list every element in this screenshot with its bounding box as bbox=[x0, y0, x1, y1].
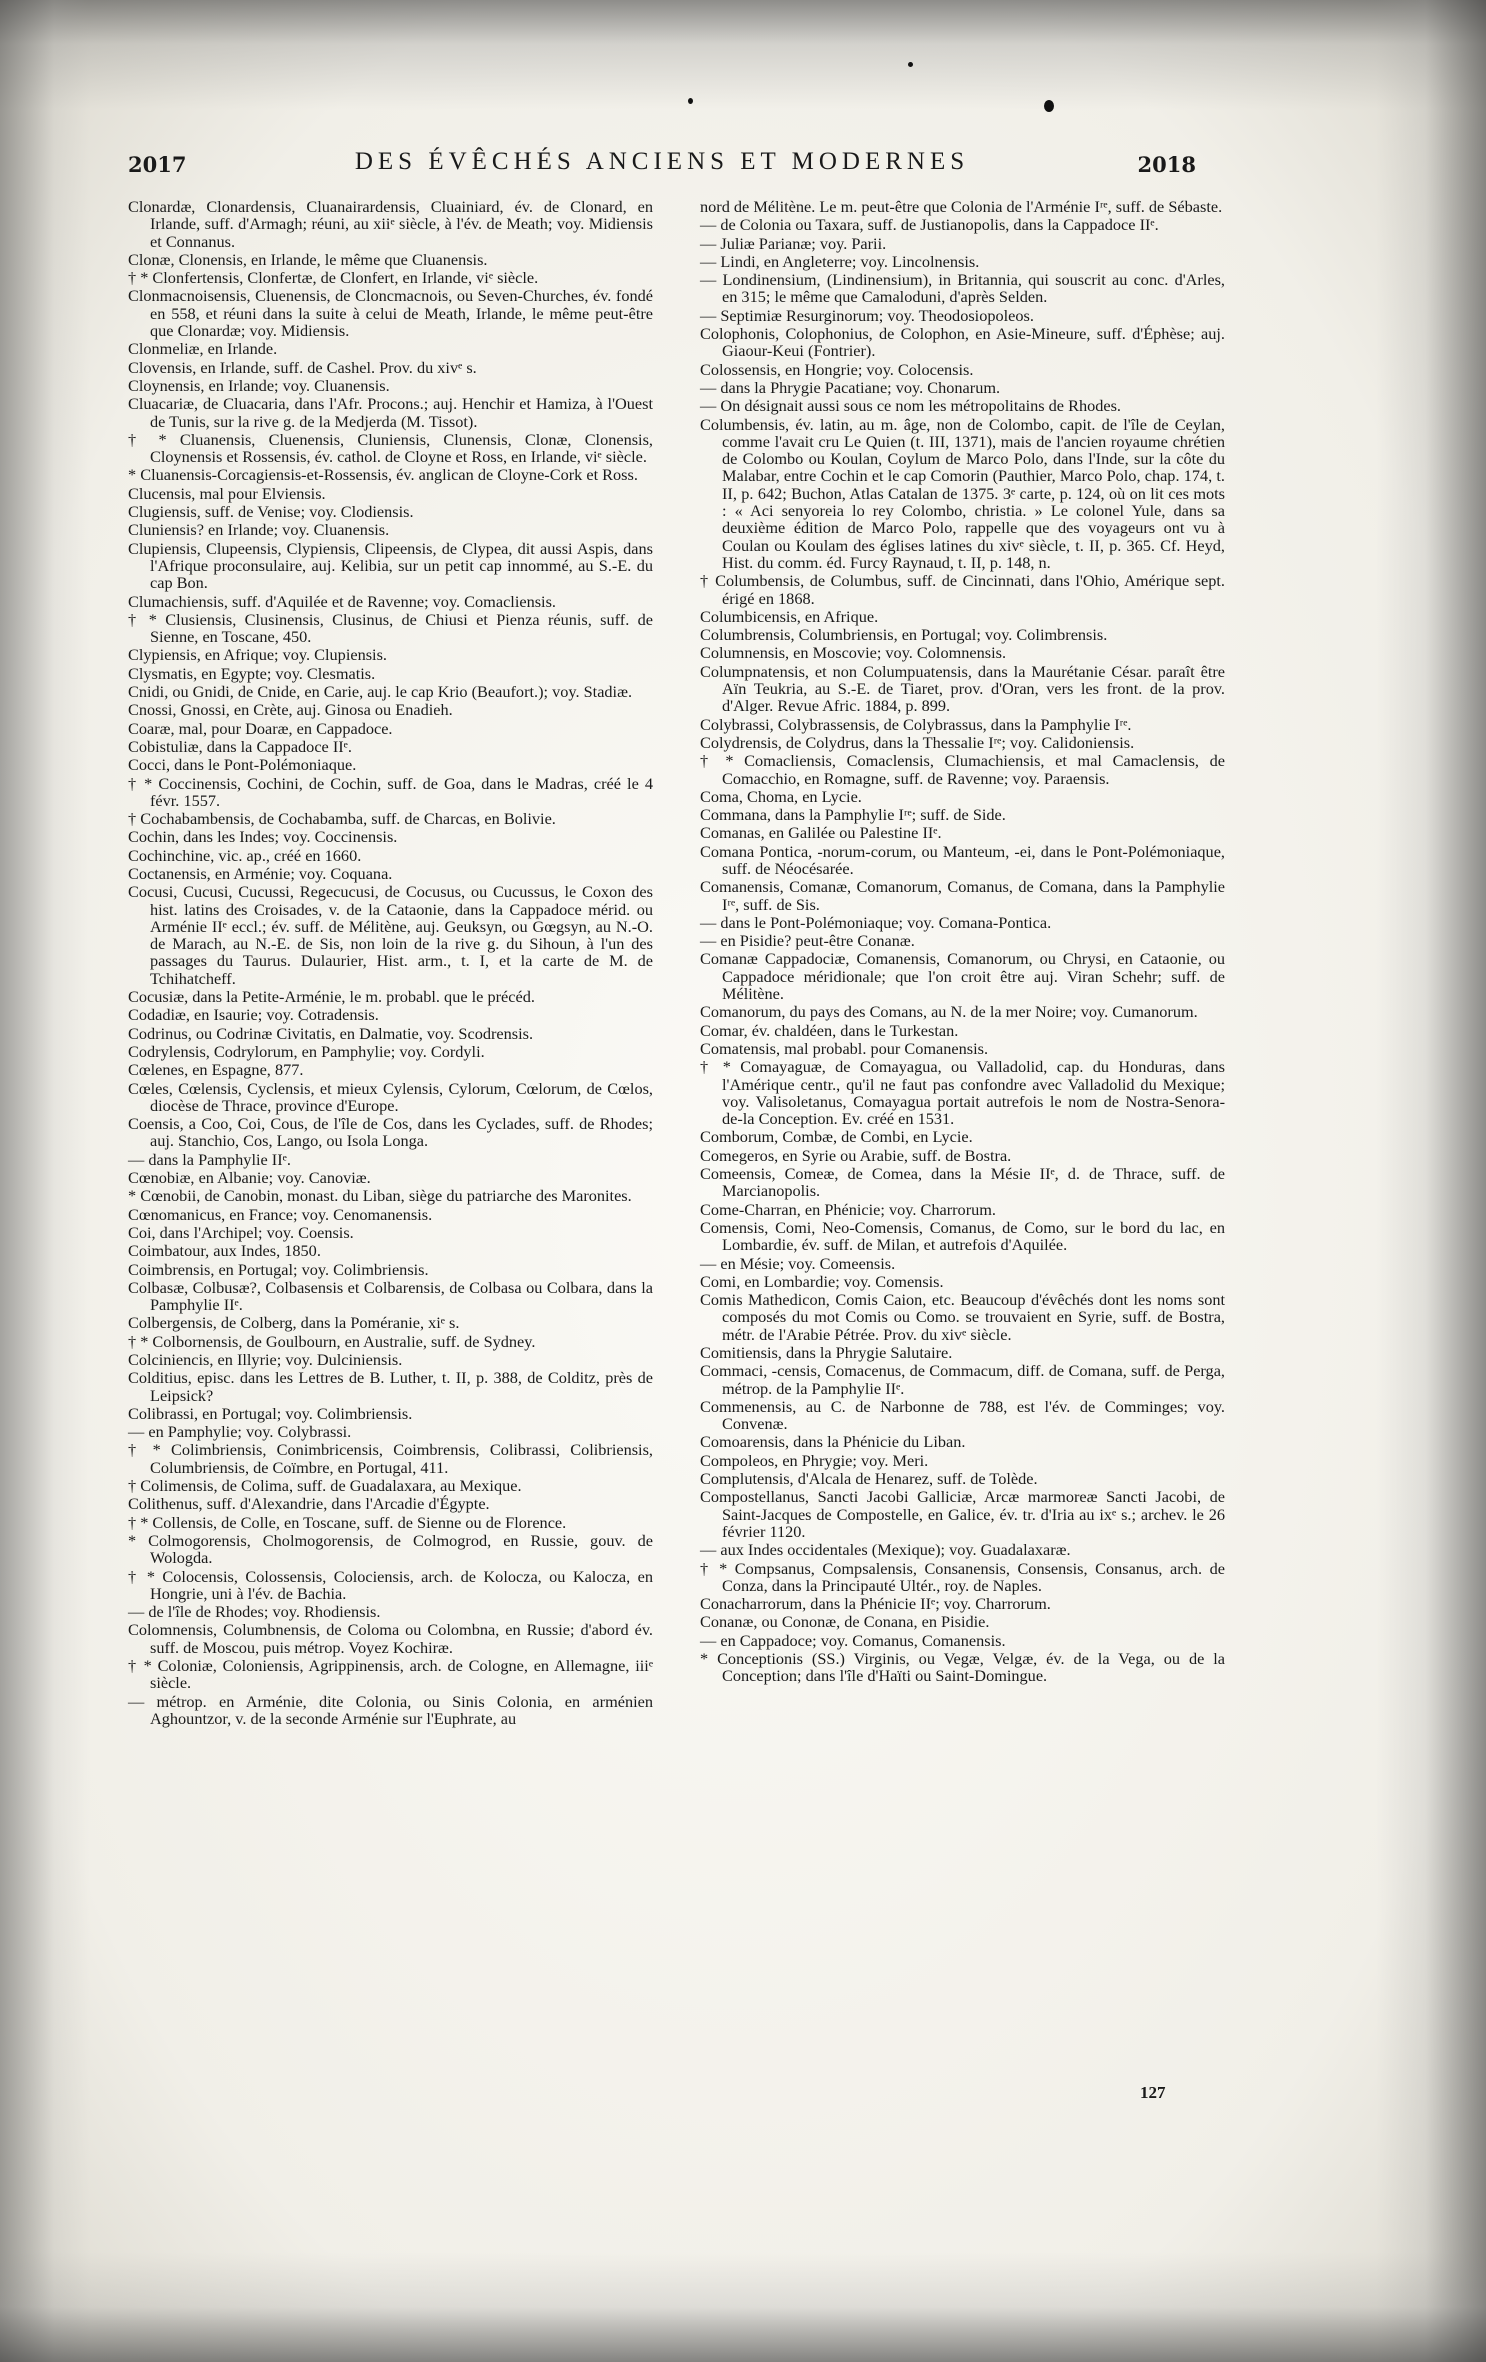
dictionary-entry: Cocci, dans le Pont-Polémoniaque. bbox=[128, 755, 357, 775]
dictionary-entry: Comborum, Combæ, de Combi, en Lycie. bbox=[700, 1127, 973, 1147]
column-number-left: 2017 bbox=[128, 152, 187, 177]
dictionary-entry: Cnidi, ou Gnidi, de Cnide, en Carie, auj. le cap Krio (Beaufort.); voy. Stadiæ. bbox=[128, 682, 633, 702]
ink-speck bbox=[688, 98, 693, 104]
scan-shadow-bottom bbox=[0, 2252, 1486, 2362]
dictionary-entry: — dans le Pont-Polémoniaque; voy. Comana-Pontica. bbox=[700, 912, 1052, 932]
dictionary-entry: Codrinus, ou Codrinæ Civitatis, en Dalmatie, voy. Scodrensis. bbox=[128, 1023, 534, 1043]
dictionary-entry: — de l'île de Rhodes; voy. Rhodiensis. bbox=[128, 1602, 381, 1622]
dictionary-entry: Comegeros, en Syrie ou Arabie, suff. de Bostra. bbox=[700, 1145, 1012, 1165]
dictionary-entry: Cœnobiæ, en Albanie; voy. Canoviæ. bbox=[128, 1168, 371, 1188]
dictionary-entry: nord de Mélitène. Le m. peut-être que Colonia de l'Arménie Iʳᵉ, suff. de Sébaste. bbox=[700, 197, 1223, 216]
ink-speck bbox=[908, 62, 913, 67]
dictionary-entry: Clovensis, en Irlande, suff. de Cashel. Prov. du xivᵉ s. bbox=[128, 357, 477, 377]
dictionary-entry: Clypiensis, en Afrique; voy. Clupiensis. bbox=[128, 645, 387, 665]
dictionary-entry: Coimbrensis, en Portugal; voy. Colimbriensis. bbox=[128, 1259, 429, 1279]
dictionary-entry: Commenensis, au C. de Narbonne de 788, est l'év. de Comminges; voy. Convenæ. bbox=[700, 1396, 1225, 1434]
dictionary-entry: Columbensis, év. latin, au m. âge, non de Colombo, capit. de l'île de Ceylan, comme l'avait cru Le Quien (t. III, 1371), mais de l'ancien royaume chrétien de Colombo ou Koulan, Coylum de Marco Polo, dans l'Inde, sur la côte du Malabar, entre Cochin et le cap Comorin (Pauthier, Marco Polo, chap. 174, t. II, p. 642; Buchon, Atlas Catalan de 1375. 3ᵉ carte, p. 124, où on lit ces mots : « Aci senyoreia lo rey Colombo, christia. » Le colonel Yule, dans sa deuxième édition de Marco Polo, rappelle que des voyageurs ont vu à Coulan ou Koulam des églises latines du xivᵉ siècle, t. II, p. 365. Cf. Heyd, Hist. du comm. éd. Furcy Raynaud, t. II, p. 148, n. bbox=[700, 414, 1225, 572]
dictionary-entry: Coi, dans l'Archipel; voy. Coensis. bbox=[128, 1222, 354, 1242]
dictionary-entry: Colithenus, suff. d'Alexandrie, dans l'Arcadie d'Égypte. bbox=[128, 1494, 490, 1514]
dictionary-entry: Comar, év. chaldéen, dans le Turkestan. bbox=[700, 1020, 959, 1040]
dictionary-entry: — dans la Phrygie Pacatiane; voy. Chonarum. bbox=[700, 377, 1001, 397]
dictionary-entry: Colybrassi, Colybrassensis, de Colybrassus, dans la Pamphylie Iʳᵉ. bbox=[700, 714, 1132, 734]
dictionary-entry: Comanæ Cappadociæ, Comanensis, Comanorum, ou Chrysi, en Cataonie, ou Cappadoce méridionale; que l'on croit être auj. Viran Schehr; suff. de Mélitène. bbox=[700, 949, 1225, 1004]
dictionary-entry: — métrop. en Arménie, dite Colonia, ou Sinis Colonia, en arménien Aghountzor, v. de la seconde Arménie sur l'Euphrate, au bbox=[128, 1691, 653, 1728]
dictionary-entry: Codadiæ, en Isaurie; voy. Cotradensis. bbox=[128, 1005, 379, 1025]
dictionary-entry: Colbasæ, Colbusæ?, Colbasensis et Colbarensis, de Colbasa ou Colbara, dans la Pamphylie IIᵉ. bbox=[128, 1277, 653, 1315]
dictionary-entry: * Conceptionis (SS.) Virginis, ou Vegæ, Velgæ, év. de la Vega, ou de la Conception; dans l'île d'Haïti ou Saint-Domingue. bbox=[700, 1649, 1225, 1686]
dictionary-entry: — en Pisidie? peut-être Conanæ. bbox=[700, 931, 915, 951]
dictionary-entry: * Colmogorensis, Cholmogorensis, de Colmogrod, en Russie, gouv. de Wologda. bbox=[128, 1530, 653, 1568]
dictionary-entry: † * Colimbriensis, Conimbricensis, Coimbrensis, Colibrassi, Colibriensis, Columbriensis, de Coïmbre, en Portugal, 411. bbox=[128, 1440, 653, 1477]
dictionary-entry: Comeensis, Comeæ, de Comea, dans la Mésie IIᵉ, d. de Thrace, suff. de Marcianopolis. bbox=[700, 1164, 1225, 1201]
dictionary-entry: Comi, en Lombardie; voy. Comensis. bbox=[700, 1271, 944, 1291]
dictionary-entry: Cocusi, Cucusi, Cucussi, Regecucusi, de Cocusus, ou Cucussus, le Coxon des hist. latins des Croisades, v. de la Cataonie, dans la Cappadoce mérid. ou Arménie IIᵉ eccl.; év. suff. de Mélitène, auj. Geuksyn, ou Gœgsyn, au N.-O. de Marach, au N.-E. de Sis, non loin de la rive g. du Sihoun, à l'un des passages du Taurus. Dulaurier, Hist. arm., t. I, et la carte de M. de Tchihatcheff. bbox=[128, 882, 653, 988]
dictionary-entry: † * Clusiensis, Clusinensis, Clusinus, de Chiusi et Pienza réunis, suff. de Sienne, en Toscane, 450. bbox=[128, 609, 653, 647]
dictionary-entry: Cocusiæ, dans la Petite-Arménie, le m. probabl. que le précéd. bbox=[128, 987, 535, 1007]
dictionary-entry: Colditius, episc. dans les Lettres de B. Luther, t. II, p. 388, de Colditz, près de Leipsick? bbox=[128, 1368, 653, 1405]
dictionary-entry: Colydrensis, de Colydrus, dans la Thessalie Iʳᵉ; voy. Calidoniensis. bbox=[700, 732, 1135, 752]
dictionary-entry: Compoleos, en Phrygie; voy. Meri. bbox=[700, 1450, 929, 1470]
page-folio: 127 bbox=[1140, 2083, 1166, 2102]
left-column bbox=[128, 198, 653, 1728]
dictionary-entry: Codrylensis, Codrylorum, en Pamphylie; voy. Cordyli. bbox=[128, 1041, 485, 1061]
dictionary-entry: — en Cappadoce; voy. Comanus, Comanensis. bbox=[700, 1630, 1006, 1650]
dictionary-entry: Colbergensis, de Colberg, dans la Poméranie, xiᵉ s. bbox=[128, 1313, 460, 1333]
dictionary-entry: † * Coloniæ, Coloniensis, Agrippinensis, arch. de Cologne, en Allemagne, iiiᵉ siècle. bbox=[128, 1656, 653, 1693]
dictionary-entry: Coimbatour, aux Indes, 1850. bbox=[128, 1241, 321, 1261]
dictionary-entry: † * Comacliensis, Comaclensis, Clumachiensis, et mal Camaclensis, de Comacchio, en Romagne, suff. de Ravenne; voy. Paraensis. bbox=[700, 751, 1225, 788]
dictionary-entry: — en Pamphylie; voy. Colybrassi. bbox=[128, 1422, 352, 1442]
dictionary-entry: † * Collensis, de Colle, en Toscane, suff. de Sienne ou de Florence. bbox=[128, 1512, 567, 1532]
dictionary-entry: Colossensis, en Hongrie; voy. Colocensis. bbox=[700, 359, 974, 379]
dictionary-entry: — aux Indes occidentales (Mexique); voy. Guadalaxaræ. bbox=[700, 1540, 1071, 1560]
dictionary-entry: Coctanensis, en Arménie; voy. Coquana. bbox=[128, 863, 393, 883]
dictionary-entry: Commaci, -censis, Comacenus, de Commacum, diff. de Comana, suff. de Perga, métrop. de la Pamphylie IIᵉ. bbox=[700, 1361, 1225, 1398]
dictionary-entry: Comanas, en Galilée ou Palestine IIᵉ. bbox=[700, 823, 942, 843]
dictionary-entry: Columbicensis, en Afrique. bbox=[700, 606, 879, 626]
dictionary-entry: Cloynensis, en Irlande; voy. Cluanensis. bbox=[128, 375, 390, 395]
dictionary-entry: Colibrassi, en Portugal; voy. Colimbriensis. bbox=[128, 1403, 413, 1423]
dictionary-entry: Colciniencis, en Illyrie; voy. Dulciniensis. bbox=[128, 1350, 403, 1369]
dictionary-entry: Colomnensis, Columbnensis, de Coloma ou Colombna, en Russie; d'abord év. suff. de Moscou, puis métrop. Voyez Kochiræ. bbox=[128, 1620, 653, 1657]
dictionary-entry: — en Mésie; voy. Comeensis. bbox=[700, 1253, 896, 1273]
dictionary-entry: Clysmatis, en Egypte; voy. Clesmatis. bbox=[128, 663, 376, 683]
dictionary-entry: Comis Mathedicon, Comis Caion, etc. Beaucoup d'évêchés dont les noms sont composés du mot Comis ou Como. se trouvaient en Syrie, suff. de Bostra, métr. de l'Arabie Pétrée. Prov. du xivᵉ siècle. bbox=[700, 1290, 1225, 1344]
scan-shadow-top bbox=[0, 0, 1486, 110]
dictionary-entry: Cœles, Cœlensis, Cyclensis, et mieux Cylensis, Cylorum, Cœlorum, de Cœlos, diocèse de Thrace, province d'Europe. bbox=[128, 1078, 653, 1115]
column-number-right: 2018 bbox=[1137, 152, 1196, 177]
dictionary-entry: Complutensis, d'Alcala de Henarez, suff. de Tolède. bbox=[700, 1469, 1038, 1489]
dictionary-entry: Comensis, Comi, Neo-Comensis, Comanus, de Como, sur le bord du lac, en Lombardie, év. suff. de Milan, et autrefois d'Aquilée. bbox=[700, 1217, 1225, 1255]
dictionary-entry: — Septimiæ Resurginorum; voy. Theodosiopoleos. bbox=[700, 305, 1034, 325]
scan-shadow-left bbox=[0, 0, 90, 2362]
dictionary-entry: — Juliæ Parianæ; voy. Parii. bbox=[700, 233, 887, 253]
dictionary-entry: † * Cluanensis, Cluenensis, Cluniensis, Clunensis, Clonæ, Clonensis, Cloynensis et Rossensis, év. cathol. de Cloyne et Ross, en Irlande, viᵉ siècle. bbox=[128, 429, 653, 467]
dictionary-entry: Clonmacnoisensis, Cluenensis, de Cloncmacnois, ou Seven-Churches, év. fondé en 558, et réuni dans la suite à celui de Meath, Irlande, le même peut-être que Clonardæ; voy. Midiensis. bbox=[128, 286, 653, 341]
dictionary-entry: Cnossi, Gnossi, en Crète, auj. Ginosa ou Enadieh. bbox=[128, 700, 453, 720]
dictionary-entry: Come-Charran, en Phénicie; voy. Charrorum. bbox=[700, 1199, 996, 1219]
running-title: DES ÉVÊCHÉS ANCIENS ET MODERNES bbox=[354, 148, 970, 175]
dictionary-entry: Clonmeliæ, en Irlande. bbox=[128, 339, 278, 359]
dictionary-entry: Cœnomanicus, en France; voy. Cenomanensis. bbox=[128, 1204, 433, 1224]
dictionary-entry: Comana Pontica, -norum-corum, ou Manteum, -ei, dans le Pont-Polémoniaque, suff. de Néocésarée. bbox=[700, 841, 1225, 878]
dictionary-entry: Columbrensis, Columbriensis, en Portugal; voy. Colimbrensis. bbox=[700, 625, 1108, 645]
dictionary-entry: * Cluanensis-Corcagiensis-et-Rossensis, év. anglican de Cloyne-Cork et Ross. bbox=[128, 465, 638, 485]
dictionary-entry: Comatensis, mal probabl. pour Comanensis. bbox=[700, 1038, 989, 1058]
dictionary-entry: Comanorum, du pays des Comans, au N. de la mer Noire; voy. Cumanorum. bbox=[700, 1002, 1198, 1022]
dictionary-entry: † Cochabambensis, de Cochabamba, suff. de Charcas, en Bolivie. bbox=[128, 809, 556, 829]
dictionary-entry: Cluniensis? en Irlande; voy. Cluanensis. bbox=[128, 520, 390, 540]
dictionary-entry: — de Colonia ou Taxara, suff. de Justianopolis, dans la Cappadoce IIᵉ. bbox=[700, 215, 1159, 235]
scan-shadow-right bbox=[1376, 0, 1486, 2362]
dictionary-entry: — Londinensium, (Lindinensium), in Britannia, qui souscrit au conc. d'Arles, en 315; le même que Camaloduni, d'après Selden. bbox=[700, 270, 1225, 307]
dictionary-entry: † * Coccinensis, Cochini, de Cochin, suff. de Goa, dans le Madras, créé le 4 févr. 1557. bbox=[128, 773, 653, 810]
dictionary-entry: Commana, dans la Pamphylie Iʳᵉ; suff. de Side. bbox=[700, 805, 1006, 825]
dictionary-entry: † * Colbornensis, de Goulbourn, en Australie, suff. de Sydney. bbox=[128, 1331, 536, 1351]
dictionary-entry: Cœlenes, en Espagne, 877. bbox=[128, 1060, 304, 1080]
dictionary-entry: Clonæ, Clonensis, en Irlande, le même que Cluanensis. bbox=[128, 249, 488, 269]
dictionary-entry: Conacharrorum, dans la Phénicie IIᵉ; voy. Charrorum. bbox=[700, 1594, 1051, 1614]
dictionary-entry: † Colimensis, de Colima, suff. de Guadalaxara, au Mexique. bbox=[128, 1476, 522, 1496]
right-column bbox=[700, 198, 1225, 1686]
dictionary-entry: Cobistuliæ, dans la Cappadoce IIᵉ. bbox=[128, 736, 352, 756]
dictionary-entry: Coensis, a Coo, Coi, Cous, de l'île de Cos, dans les Cyclades, suff. de Rhodes; auj. Stanchio, Cos, Lango, ou Isola Longa. bbox=[128, 1114, 653, 1151]
dictionary-entry: † * Compsanus, Compsalensis, Consanensis, Consensis, Consanus, arch. de Conza, dans la Principauté Ultér., roy. de Naples. bbox=[700, 1558, 1225, 1595]
dictionary-entry: — On désignait aussi sous ce nom les métropolitains de Rhodes. bbox=[700, 396, 1121, 416]
dictionary-entry: Cochinchine, vic. ap., créé en 1660. bbox=[128, 845, 362, 865]
dictionary-entry: Cluacariæ, de Cluacaria, dans l'Afr. Procons.; auj. Henchir et Hamiza, à l'Ouest de Tunis, sur la rive g. de la Medjerda (M. Tissot). bbox=[128, 394, 653, 431]
dictionary-entry: † Columbensis, de Columbus, suff. de Cincinnati, dans l'Ohio, Amérique sept. érigé en 1868. bbox=[700, 571, 1225, 608]
dictionary-entry: Conanæ, ou Cononæ, de Conana, en Pisidie. bbox=[700, 1612, 990, 1632]
dictionary-entry: Clumachiensis, suff. d'Aquilée et de Ravenne; voy. Comacliensis. bbox=[128, 591, 556, 611]
dictionary-entry: Comoarensis, dans la Phénicie du Liban. bbox=[700, 1432, 966, 1452]
dictionary-entry: — Lindi, en Angleterre; voy. Lincolnensis. bbox=[700, 251, 980, 271]
dictionary-entry: Coaræ, mal, pour Doaræ, en Cappadoce. bbox=[128, 718, 393, 738]
dictionary-entry: Colophonis, Colophonius, de Colophon, en Asie-Mineure, suff. d'Éphèse; auj. Giaour-Keui (Fontrier). bbox=[700, 324, 1225, 361]
dictionary-entry: Coma, Choma, en Lycie. bbox=[700, 786, 862, 806]
dictionary-entry: Columpnatensis, et non Columpuatensis, dans la Maurétanie César. paraît être Aïn Teukria, au S.-E. de Tiaret, prov. d'Oran, vers les front. de la prov. d'Alger. Revue Afric. 1884, p. 899. bbox=[700, 661, 1225, 716]
dictionary-entry: Comanensis, Comanæ, Comanorum, Comanus, de Comana, dans la Pamphylie Iʳᵉ, suff. de Sis. bbox=[700, 877, 1225, 914]
page-header bbox=[128, 148, 1196, 182]
dictionary-entry: Comitiensis, dans la Phrygie Salutaire. bbox=[700, 1343, 953, 1362]
dictionary-entry: † * Colocensis, Colossensis, Colociensis, arch. de Kolocza, ou Kalocza, en Hongrie, uni à l'év. de Bachia. bbox=[128, 1566, 653, 1603]
dictionary-entry: † * Comayaguæ, de Comayagua, ou Valladolid, cap. du Honduras, dans l'Amérique centr., qu'il ne faut pas confondre avec Valladolid du Mexique; voy. Valisoletanus, Comayagua portait autrefois le nom de Nostra-Senora-de-la Conception. Ev. créé en 1531. bbox=[700, 1057, 1225, 1129]
dictionary-entry: Clugiensis, suff. de Venise; voy. Clodiensis. bbox=[128, 502, 414, 522]
dictionary-entry: * Cœnobii, de Canobin, monast. du Liban, siège du patriarche des Maronites. bbox=[128, 1186, 632, 1206]
ink-speck bbox=[1044, 100, 1054, 112]
dictionary-entry: Compostellanus, Sancti Jacobi Galliciæ, Arcæ marmoreæ Sancti Jacobi, de Saint-Jacques de Compostelle, en Galice, év. tr. d'Iria au ixᵉ s.; archev. le 26 février 1120. bbox=[700, 1487, 1225, 1541]
dictionary-entry: Columnensis, en Moscovie; voy. Colomnensis. bbox=[700, 643, 1007, 663]
dictionary-entry: Clupiensis, Clupeensis, Clypiensis, Clipeensis, de Clypea, dit aussi Aspis, dans l'Afrique proconsulaire, auj. Kelibia, sur un petit cap innommé, au S.-E. du cap Bon. bbox=[128, 538, 653, 593]
dictionary-entry: Cochin, dans les Indes; voy. Coccinensis. bbox=[128, 827, 398, 847]
dictionary-entry: † * Clonfertensis, Clonfertæ, de Clonfert, en Irlande, viᵉ siècle. bbox=[128, 268, 539, 288]
dictionary-entry: Clonardæ, Clonardensis, Cluanairardensis, Cluainiard, év. de Clonard, en Irlande, suff. d'Armagh; réuni, au xiiᵉ siècle, à l'év. de Meath; voy. Midiensis et Connanus. bbox=[128, 197, 653, 251]
dictionary-entry: — dans la Pamphylie IIᵉ. bbox=[128, 1149, 291, 1169]
dictionary-entry: Clucensis, mal pour Elviensis. bbox=[128, 483, 326, 503]
